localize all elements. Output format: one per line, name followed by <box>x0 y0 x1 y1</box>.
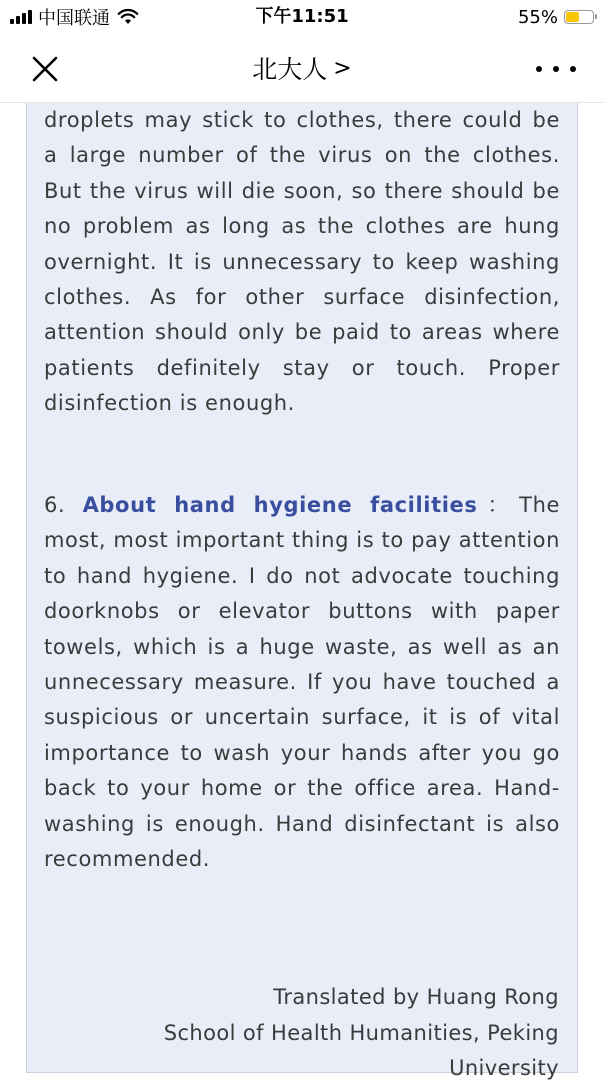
translation-credits <box>59 980 559 1087</box>
section-colon: ： <box>477 493 520 517</box>
section-body: The most, most important thing is to pay attention to hand hygiene. I do not advocate touching doorknobs or elevator buttons with paper towels, which is a huge waste, as well as an unnecessary measure. If you have touched a suspicious or uncertain surface, it is of vital importance to wash your hands after you go back to your home or the office area. Hand-washing is enough. Hand disinfectant is also recommended. <box>44 493 561 872</box>
battery-icon <box>564 10 594 24</box>
article-card <box>26 63 578 1080</box>
carrier-name: 中国联通 <box>38 8 110 29</box>
article-paragraph: droplets may stick to clothes, there could be a large number of the virus on the clothes. But the virus will die soon, so there should be no problem as long as the clothes are hung overnight. It is unnecessary to keep washing clothes. As for other surface disinfection, attention should only be paid to areas where patients definitely stay or touch. Proper disinfection is enough. <box>44 108 560 416</box>
nav-bar <box>0 34 604 103</box>
status-bar <box>0 0 604 34</box>
section-title: About hand hygiene facilities <box>82 493 478 517</box>
article-scroll-area[interactable] <box>0 103 604 1080</box>
status-right <box>518 4 594 30</box>
account-title-link[interactable] <box>0 34 604 102</box>
status-time: 下午11:51 <box>255 6 349 27</box>
battery-fill <box>566 12 579 22</box>
more-icon[interactable] <box>536 58 576 80</box>
affiliation-line: School of Health Humanities, Peking University <box>163 1020 559 1080</box>
translator-line: Translated by Huang Rong <box>273 985 559 1009</box>
account-title: 北大人 <box>252 55 328 84</box>
section-number: 6. <box>44 493 83 517</box>
section-6-paragraph <box>44 488 560 877</box>
battery-percent: 55% <box>517 6 558 28</box>
chevron-right-icon: > <box>333 55 352 81</box>
